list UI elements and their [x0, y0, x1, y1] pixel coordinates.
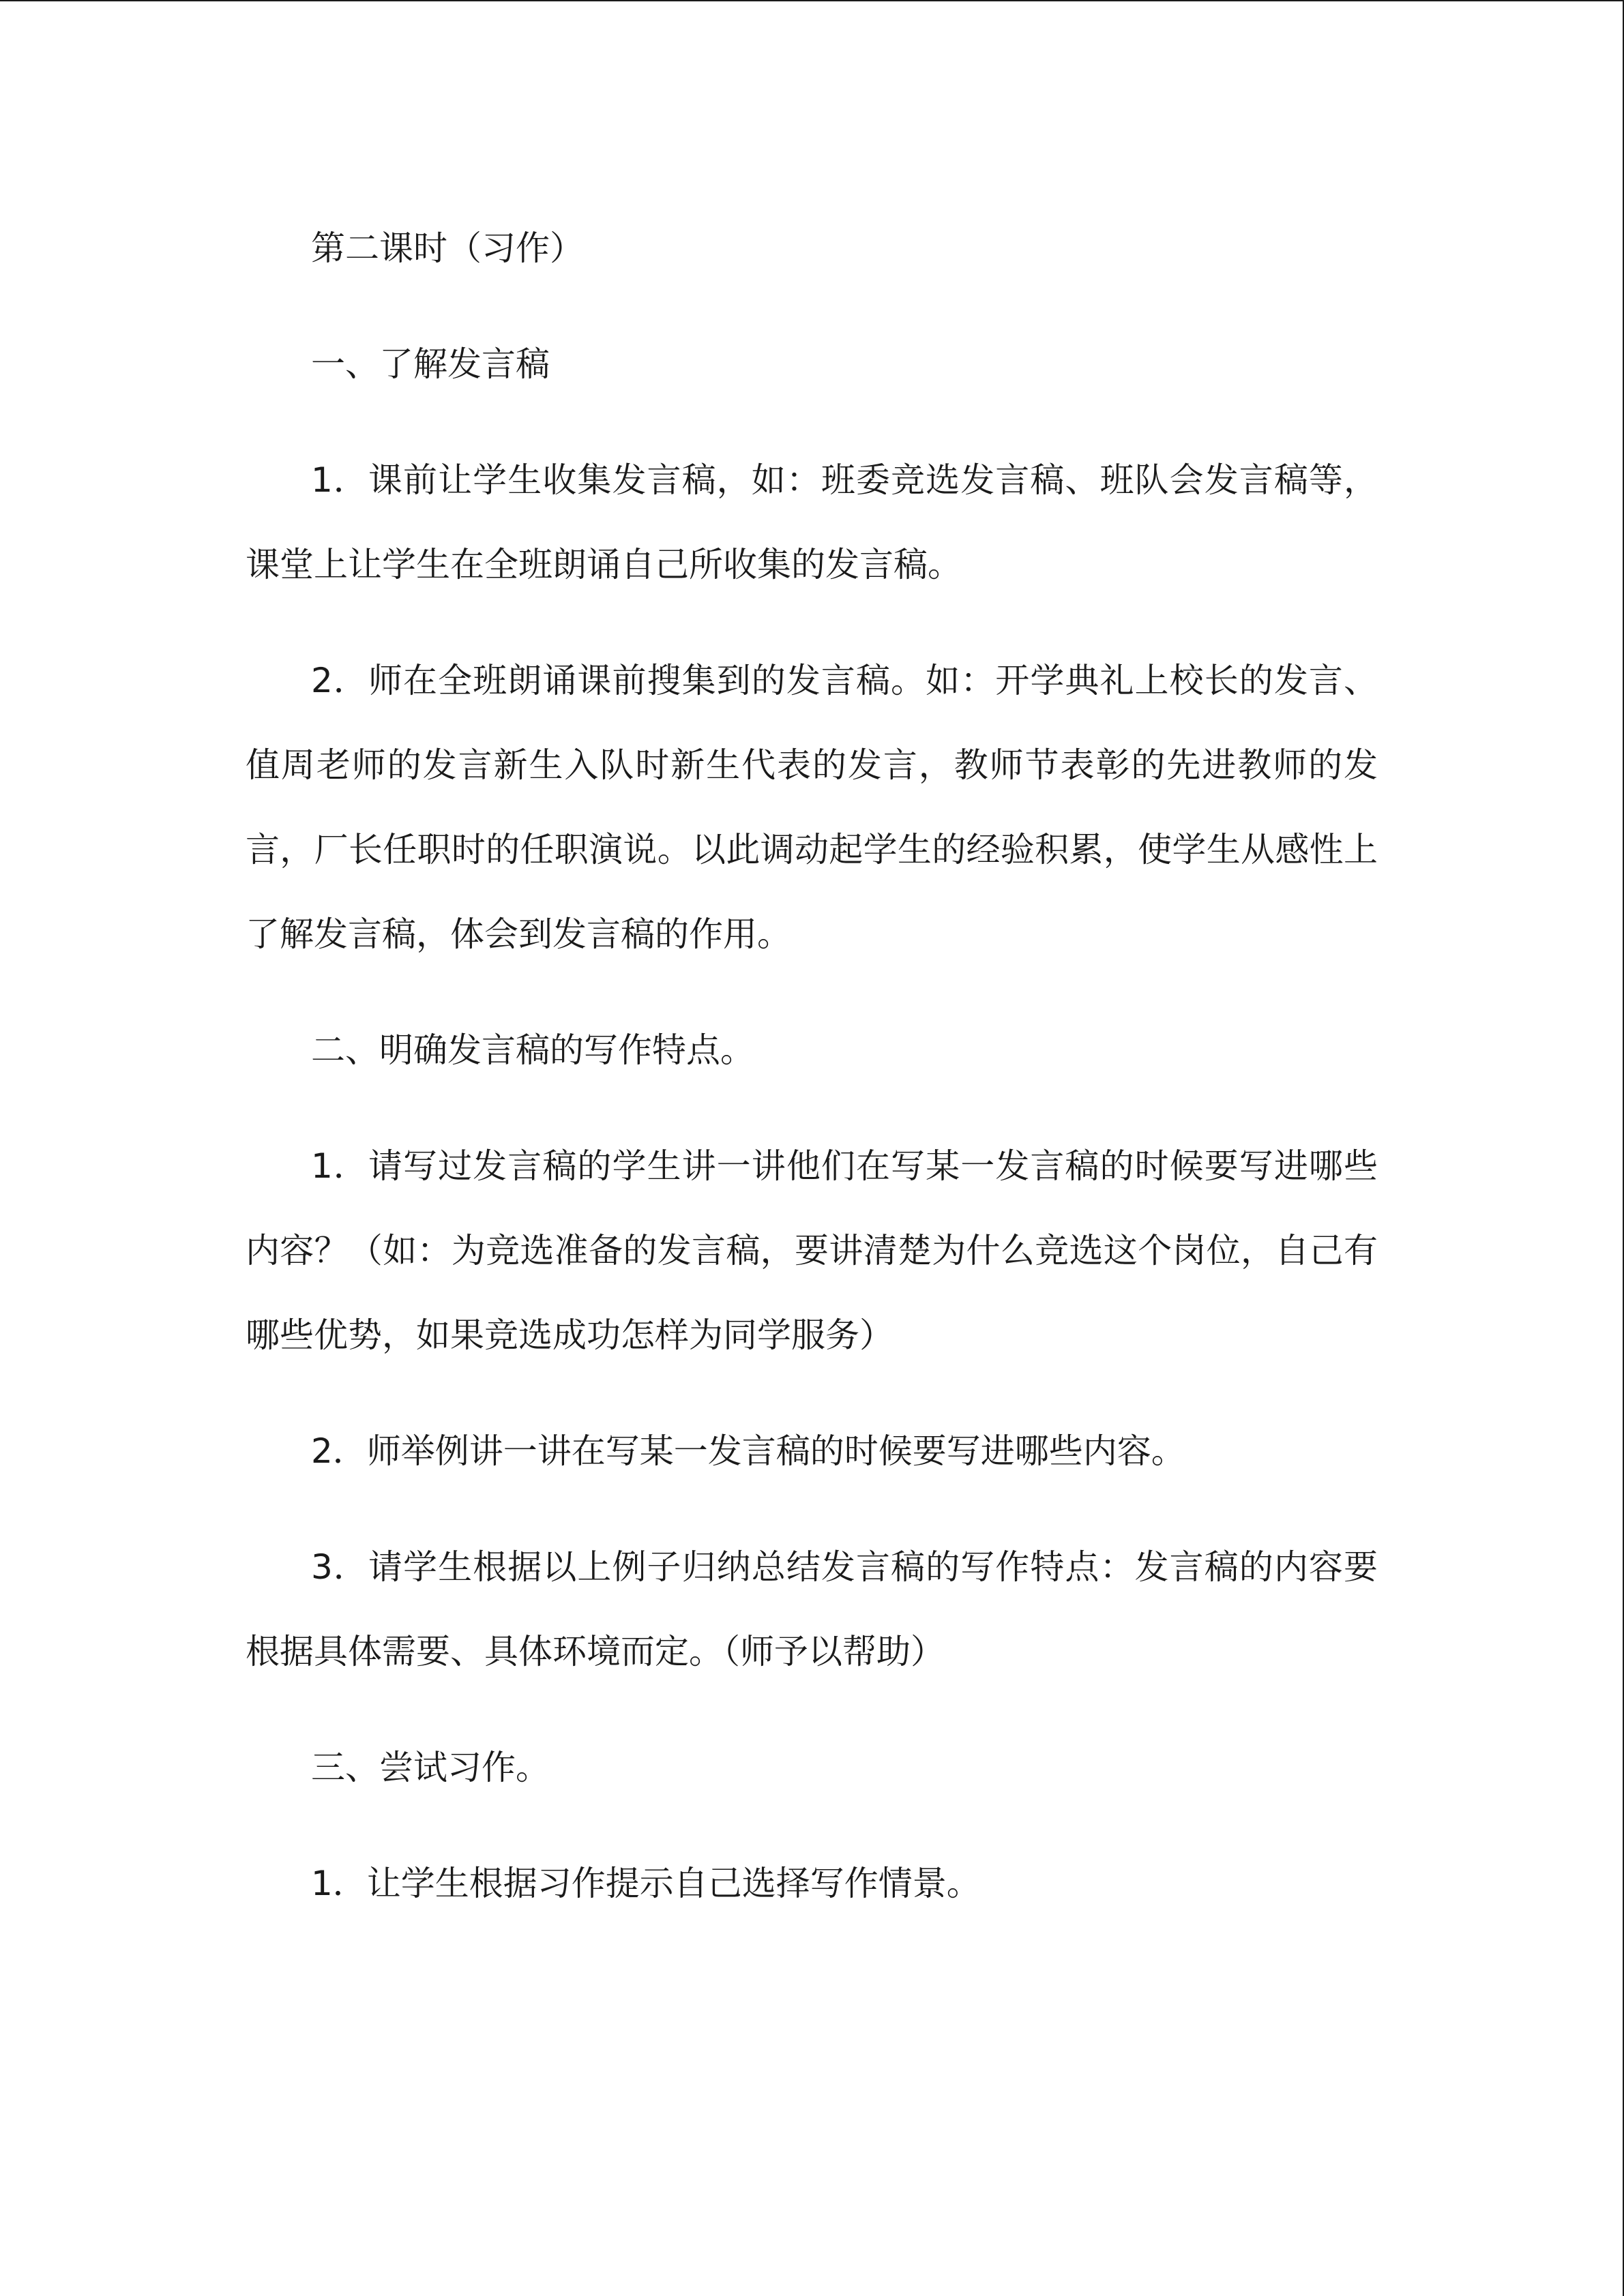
- paragraph-item-2-1: 1．请写过发言稿的学生讲一讲他们在写某一发言稿的时候要写进哪些内容？（如：为竞选准备的发言稿，要讲清楚为什么竞选这个岗位，自己有哪些优势，如果竞选成功怎样为同学服务）: [246, 1146, 1378, 1355]
- document-body: [246, 206, 1378, 1957]
- section-heading-3: 三、尝试习作。: [311, 1748, 550, 1787]
- lesson-title: 第二课时（习作）: [311, 228, 584, 268]
- section-heading-2: 二、明确发言稿的写作特点。: [311, 1030, 754, 1070]
- paragraph-item-2-3: 3．请学生根据以上例子归纳总结发言稿的写作特点：发言稿的内容要根据具体需要、具体环境而定。（师予以帮助）: [246, 1547, 1378, 1671]
- paragraph-item-2-2: 2．师举例讲一讲在写某一发言稿的时候要写进哪些内容。: [311, 1431, 1185, 1471]
- paragraph-item-1-1: 1．课前让学生收集发言稿，如：班委竞选发言稿、班队会发言稿等，课堂上让学生在全班朗诵自己所收集的发言稿。: [246, 460, 1378, 584]
- paragraph-item-1-2: 2．师在全班朗诵课前搜集到的发言稿。如：开学典礼上校长的发言、值周老师的发言新生入队时新生代表的发言，教师节表彰的先进教师的发言，厂长任职时的任职演说。以此调动起学生的经验积累，使学生从感性上了解发言稿，体会到发言稿的作用。: [246, 661, 1378, 954]
- paragraph-item-3-1: 1．让学生根据习作提示自己选择写作情景。: [311, 1864, 981, 1903]
- section-heading-1: 一、了解发言稿: [311, 344, 550, 384]
